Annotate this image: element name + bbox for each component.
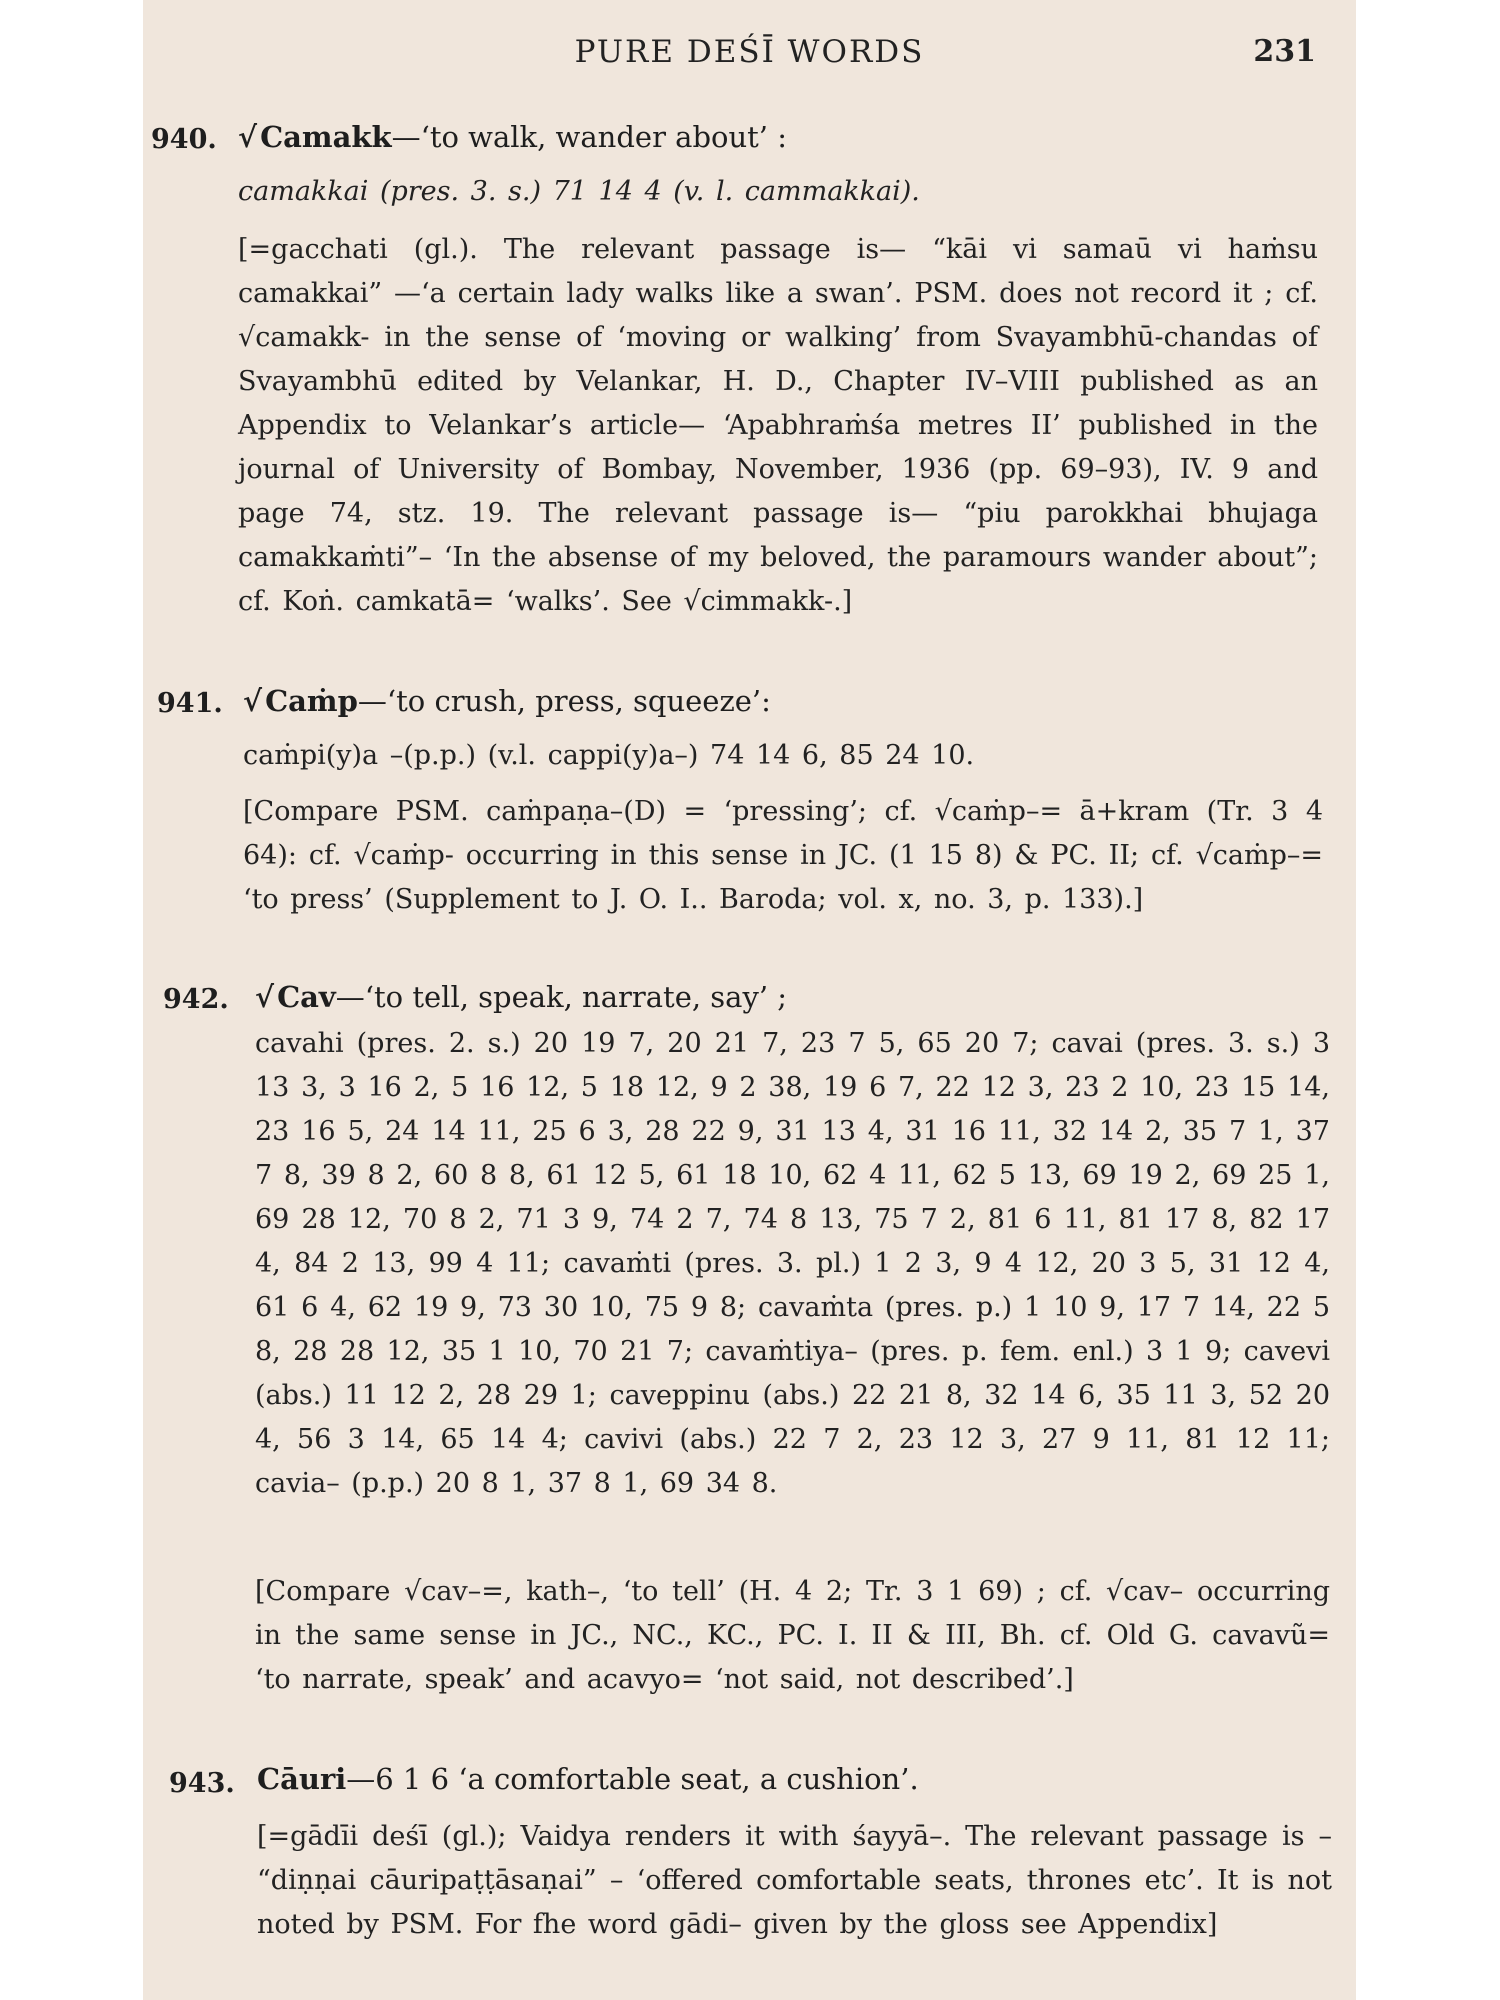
book-page <box>143 0 1356 2000</box>
gloss: —‘to crush, press, squeeze’: <box>357 684 771 718</box>
root-sign: √ <box>238 120 258 154</box>
gloss: —‘to tell, speak, narrate, say’ ; <box>335 980 788 1014</box>
page-number: 231 <box>1253 34 1316 69</box>
attested-forms: camakkai (pres. 3. s.) 71 14 4 (v. l. cammakkai). <box>238 176 920 207</box>
commentary: [Compare √cav–=, kath–, ‘to tell’ (H. 4 2; Tr. 3 1 69) ; cf. √cav– occurring in the same sense in JC., NC., KC., PC. I. II & III, Bh. cf. Old G. cavavũ= ‘to narrate, speak’ and acavyo= ‘not said, not described’.] <box>255 1576 1330 1695</box>
commentary: [=gādīi deśī (gl.); Vaidya renders it with śayyā–. The relevant passage is – “diṇṇai cāuripaṭṭāsaṇai” – ‘offered comfortable seats, thrones etc’. It is not noted by PSM. For fhe word gādi– given by the gloss see Appendix] <box>257 1821 1332 1940</box>
gloss: —‘to walk, wander about’ : <box>391 120 788 154</box>
entry-heading <box>257 1762 919 1796</box>
commentary: [=gacchati (gl.). The relevant passage is— “kāi vi samaū vi haṁsu camakkai” —‘a certain lady walks like a swan’. PSM. does not record it ; cf. √camakk- in the sense of ‘moving or walking’ from Svayambhū-chandas of Svayambhū edited by Velankar, H. D., Chapter IV–VIII published as an Appendix to Velankar’s article— ‘Apabhraṁśa metres II’ published in the journal of University of Bombay, November, 1936 (pp. 69–93), IV. 9 and page 74, stz. 19. The relevant passage is— “piu parokkhai bhujaga camakkaṁti”– ‘In the absense of my beloved, the paramours wander about”; cf. Koṅ. camkatā= ‘walks’. See √cimmakk-.] <box>238 234 1318 617</box>
page-header <box>143 30 1356 78</box>
commentary: [Compare PSM. caṁpaṇa–(D) = ‘pressing’; cf. √caṁp–= ā+kram (Tr. 3 4 64): cf. √caṁp- occurring in this sense in JC. (1 15 8) & PC. II; cf. √caṁp–= ‘to press’ (Supplement to J. O. I.. Baroda; vol. x, no. 3, p. 133).] <box>243 796 1323 915</box>
entry-heading <box>255 980 787 1014</box>
root-sign: √ <box>255 980 275 1014</box>
entry-number: 942. <box>163 984 229 1015</box>
entry-number: 943. <box>169 1768 235 1799</box>
headword: Camakk <box>260 120 392 154</box>
running-title: PURE DEŚĪ WORDS <box>574 34 925 70</box>
root-sign: √ <box>243 684 263 718</box>
gloss: —6 1 6 ‘a comfortable seat, a cushion’. <box>346 1762 919 1796</box>
entry-heading <box>238 120 787 154</box>
headword: Cav <box>277 980 336 1014</box>
entry-number: 941. <box>157 688 223 719</box>
entry-heading <box>243 684 771 718</box>
attested-forms: cavahi (pres. 2. s.) 20 19 7, 20 21 7, 23 7 5, 65 20 7; cavai (pres. 3. s.) 3 13 3, 3 16 2, 5 16 12, 5 18 12, 9 2 38, 19 6 7, 22 12 3, 23 2 10, 23 15 14, 23 16 5, 24 14 11, 25 6 3, 28 22 9, 31 13 4, 31 16 11, 32 14 2, 35 7 1, 37 7 8, 39 8 2, 60 8 8, 61 12 5, 61 18 10, 62 4 11, 62 5 13, 69 19 2, 69 25 1, 69 28 12, 70 8 2, 71 3 9, 74 2 7, 74 8 13, 75 7 2, 81 6 11, 81 17 8, 82 17 4, 84 2 13, 99 4 11; cavaṁti (pres. 3. pl.) 1 2 3, 9 4 12, 20 3 5, 31 12 4, 61 6 4, 62 19 9, 73 30 10, 75 9 8; cavaṁta (pres. p.) 1 10 9, 17 7 14, 22 5 8, 28 28 12, 35 1 10, 70 21 7; cavaṁtiya– (pres. p. fem. enl.) 3 1 9; cavevi (abs.) 11 12 2, 28 29 1; caveppinu (abs.) 22 21 8, 32 14 6, 35 11 3, 52 20 4, 56 3 14, 65 14 4; cavivi (abs.) 22 7 2, 23 12 3, 27 9 11, 81 12 11; cavia– (p.p.) 20 8 1, 37 8 1, 69 34 8. <box>255 1028 1330 1499</box>
attested-forms: caṁpi(y)a –(p.p.) (v.l. cappi(y)a–) 74 14 6, 85 24 10. <box>243 740 975 771</box>
headword: Caṁp <box>265 684 358 718</box>
headword: Cāuri <box>257 1762 347 1796</box>
entry-number: 940. <box>151 124 217 155</box>
